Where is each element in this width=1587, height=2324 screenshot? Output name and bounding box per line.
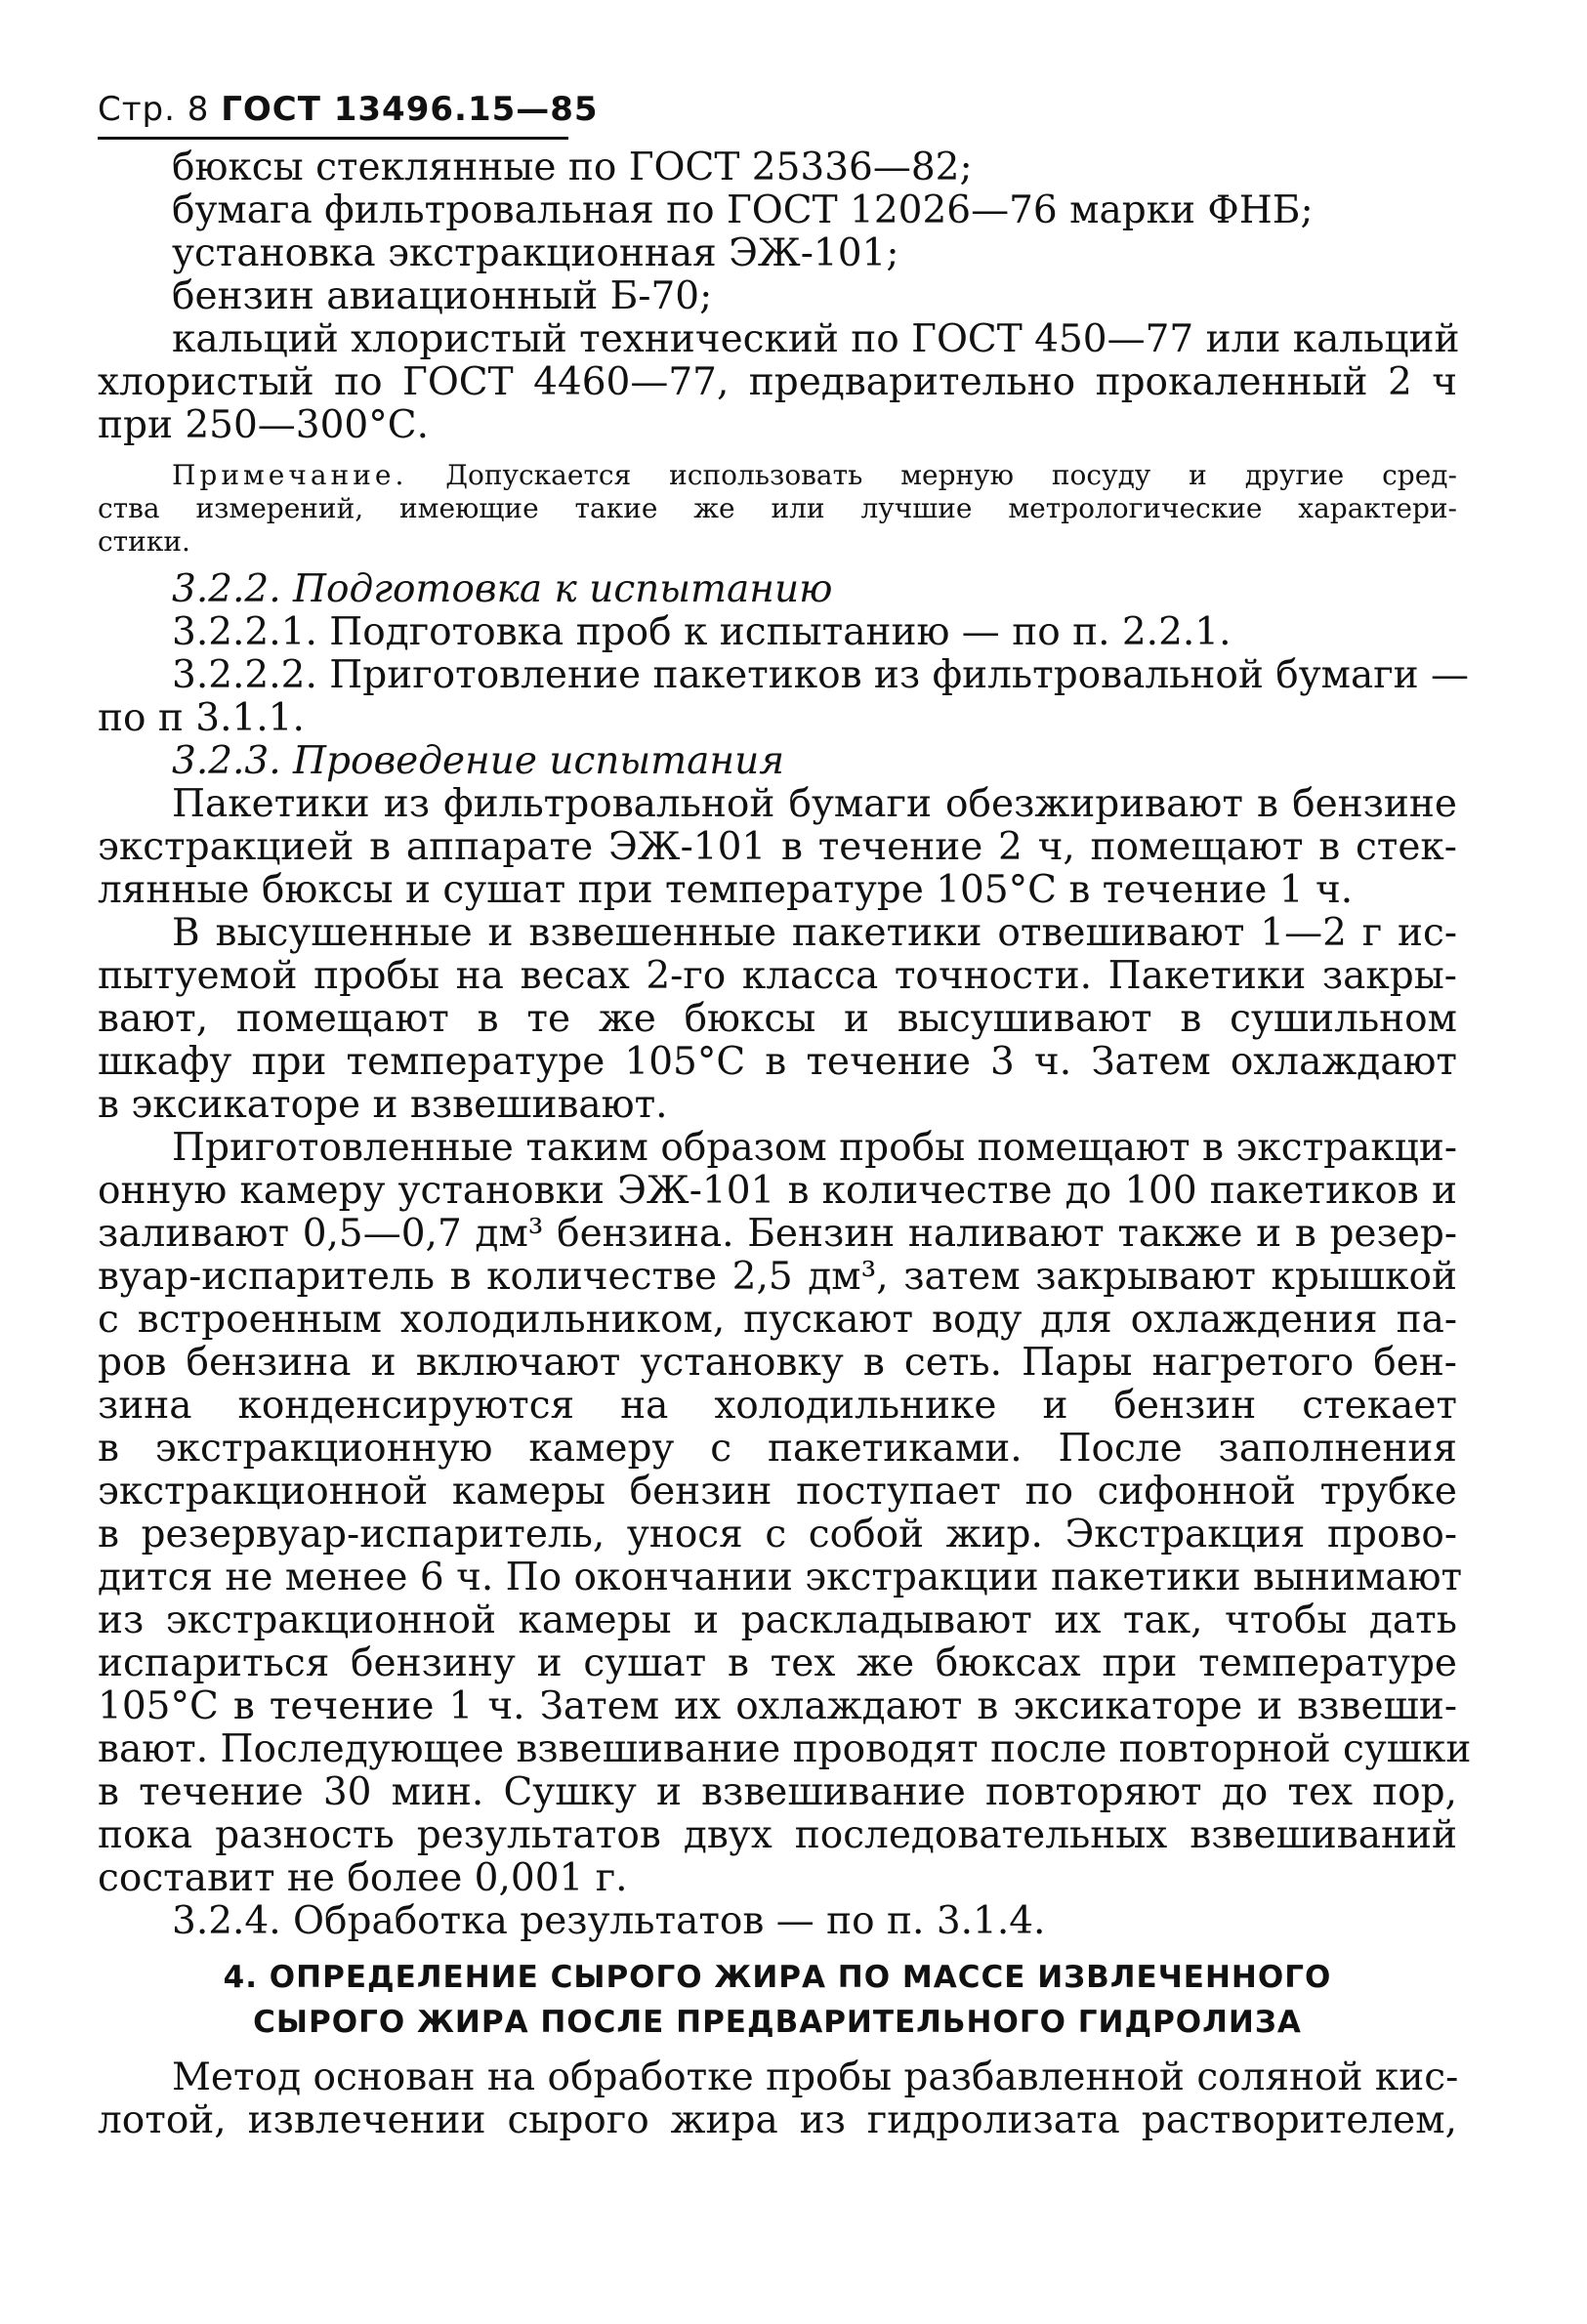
paragraph-line: Пакетики из фильтровальной бумаги обезжиривают в бензине [172,782,1457,826]
paragraph-line: в течение 30 мин. Сушку и взвешивание повторяют до тех пор, [98,1770,1457,1814]
paragraph-1 [98,783,1457,912]
page-label: Стр. 8 [98,90,210,129]
paragraph-line: лотой, извлечении сырого жира из гидролизата растворителем, [98,2098,1457,2142]
section-4-title-line-1: 4. ОПРЕДЕЛЕНИЕ СЫРОГО ЖИРА ПО МАССЕ ИЗВЛЕЧЕННОГО [223,1960,1332,1995]
paragraph-line: пока разность результатов двух последовательных взвешиваний [98,1813,1457,1857]
paragraph-line: в экстракционную камеру с пакетиками. После заполнения [98,1427,1457,1471]
section-heading-3-2-2: 3.2.2. Подготовка к испытанию [172,567,833,611]
paragraph-line: лянные бюксы и сушат при температуре 105°С в течение 1 ч. [98,868,1354,912]
paragraph-3 [98,1126,1472,1900]
paragraph-line: В высушенные и взвешенные пакетики отвешивают 1—2 г ис- [172,911,1457,955]
materials-list [98,145,1460,447]
section-4-title-line-2: СЫРОГО ЖИРА ПОСЛЕ ПРЕДВАРИТЕЛЬНОГО ГИДРОЛИЗА [253,2005,1302,2040]
section-3-2-2-2: 3.2.2.2. Приготовление пакетиков из фильтровальной бумаги — [172,653,1470,697]
material-item: бензин авиационный Б-70; [172,274,713,318]
note-line [98,459,1457,492]
page-header [98,90,599,129]
standard-number: ГОСТ 13496.15—85 [221,90,599,129]
paragraph-line: пытуемой пробы на весах 2-го класса точности. Пакетики закры- [98,954,1457,998]
paragraph-line: с встроенным холодильником, пускают воду для охлаждения па- [98,1298,1457,1342]
paragraph-line: экстракционной камеры бензин поступает по сифонной трубке [98,1470,1457,1514]
paragraph-line: онную камеру установки ЭЖ-101 в количестве до 100 пакетиков и [98,1169,1457,1213]
paragraph-line: экстракцией в аппарате ЭЖ-101 в течение 2 ч, помещают в стек- [98,825,1457,869]
paragraph-line: вают. Последующее взвешивание проводят после повторной сушки [98,1727,1472,1771]
header-rule [98,137,568,140]
note-line: ства измерений, имеющие такие же или лучшие метрологические характери- [98,492,1457,524]
paragraph-line: вают, помещают в те же бюксы и высушивают в сушильном [98,997,1457,1041]
note-text: Допускается использовать мерную посуду и другие сред- [445,459,1457,491]
section-3-2-2-2-cont: по п 3.1.1. [98,696,305,740]
material-item: установка экстракционная ЭЖ-101; [172,231,899,275]
note-line: стики. [98,525,190,558]
note-label: Примечание. [172,459,408,491]
material-item: при 250—300°С. [98,403,429,447]
section-3-2-2-1: 3.2.2.1. Подготовка проб к испытанию — по п. 2.2.1. [172,610,1232,654]
paragraph-line: в эксикаторе и взвешивают. [98,1083,668,1127]
paragraph-line: ров бензина и включают установку в сеть. Пары нагретого бен- [98,1341,1457,1385]
paragraph-line: заливают 0,5—0,7 дм³ бензина. Бензин наливают также и в резер- [98,1212,1457,1256]
paragraph-line: 105°С в течение 1 ч. Затем их охлаждают в эксикаторе и взвеши- [98,1684,1457,1728]
paragraph-line: вуар-испаритель в количестве 2,5 дм³, затем закрывают крышкой [98,1255,1457,1299]
section-3-2-4: 3.2.4. Обработка результатов — по п. 3.1.4. [172,1899,1046,1943]
paragraph-4 [98,2056,1457,2142]
material-item: хлористый по ГОСТ 4460—77, предварительно прокаленный 2 ч [98,360,1457,404]
paragraph-line: Метод основан на обработке пробы разбавленной соляной кис- [172,2055,1459,2099]
note-block [98,459,1457,559]
paragraph-line: Приготовленные таким образом пробы помещают в экстракци- [172,1126,1457,1170]
paragraph-line: из экстракционной камеры и раскладывают их так, чтобы дать [98,1598,1457,1642]
section-4-heading [98,1955,1457,2045]
document-body [98,145,1472,2142]
paragraph-line: в резервуар-испаритель, унося с собой жир. Экстракция прово- [98,1513,1457,1556]
paragraph-2 [98,912,1457,1127]
material-item: бумага фильтровальная по ГОСТ 12026—76 марки ФНБ; [172,188,1314,232]
paragraph-line: шкафу при температуре 105°С в течение 3 ч. Затем охлаждают [98,1040,1457,1084]
paragraph-line: испариться бензину и сушат в тех же бюксах при температуре [98,1641,1457,1685]
material-item: кальций хлористый технический по ГОСТ 450—77 или кальций [172,317,1460,361]
paragraph-line: составит не более 0,001 г. [98,1856,628,1900]
section-heading-3-2-3: 3.2.3. Проведение испытания [172,739,785,783]
material-item: бюксы стеклянные по ГОСТ 25336—82; [172,145,973,189]
paragraph-line: зина конденсируются на холодильнике и бензин стекает [98,1384,1457,1428]
paragraph-line: дится не менее 6 ч. По окончании экстракции пакетики вынимают [98,1556,1463,1599]
